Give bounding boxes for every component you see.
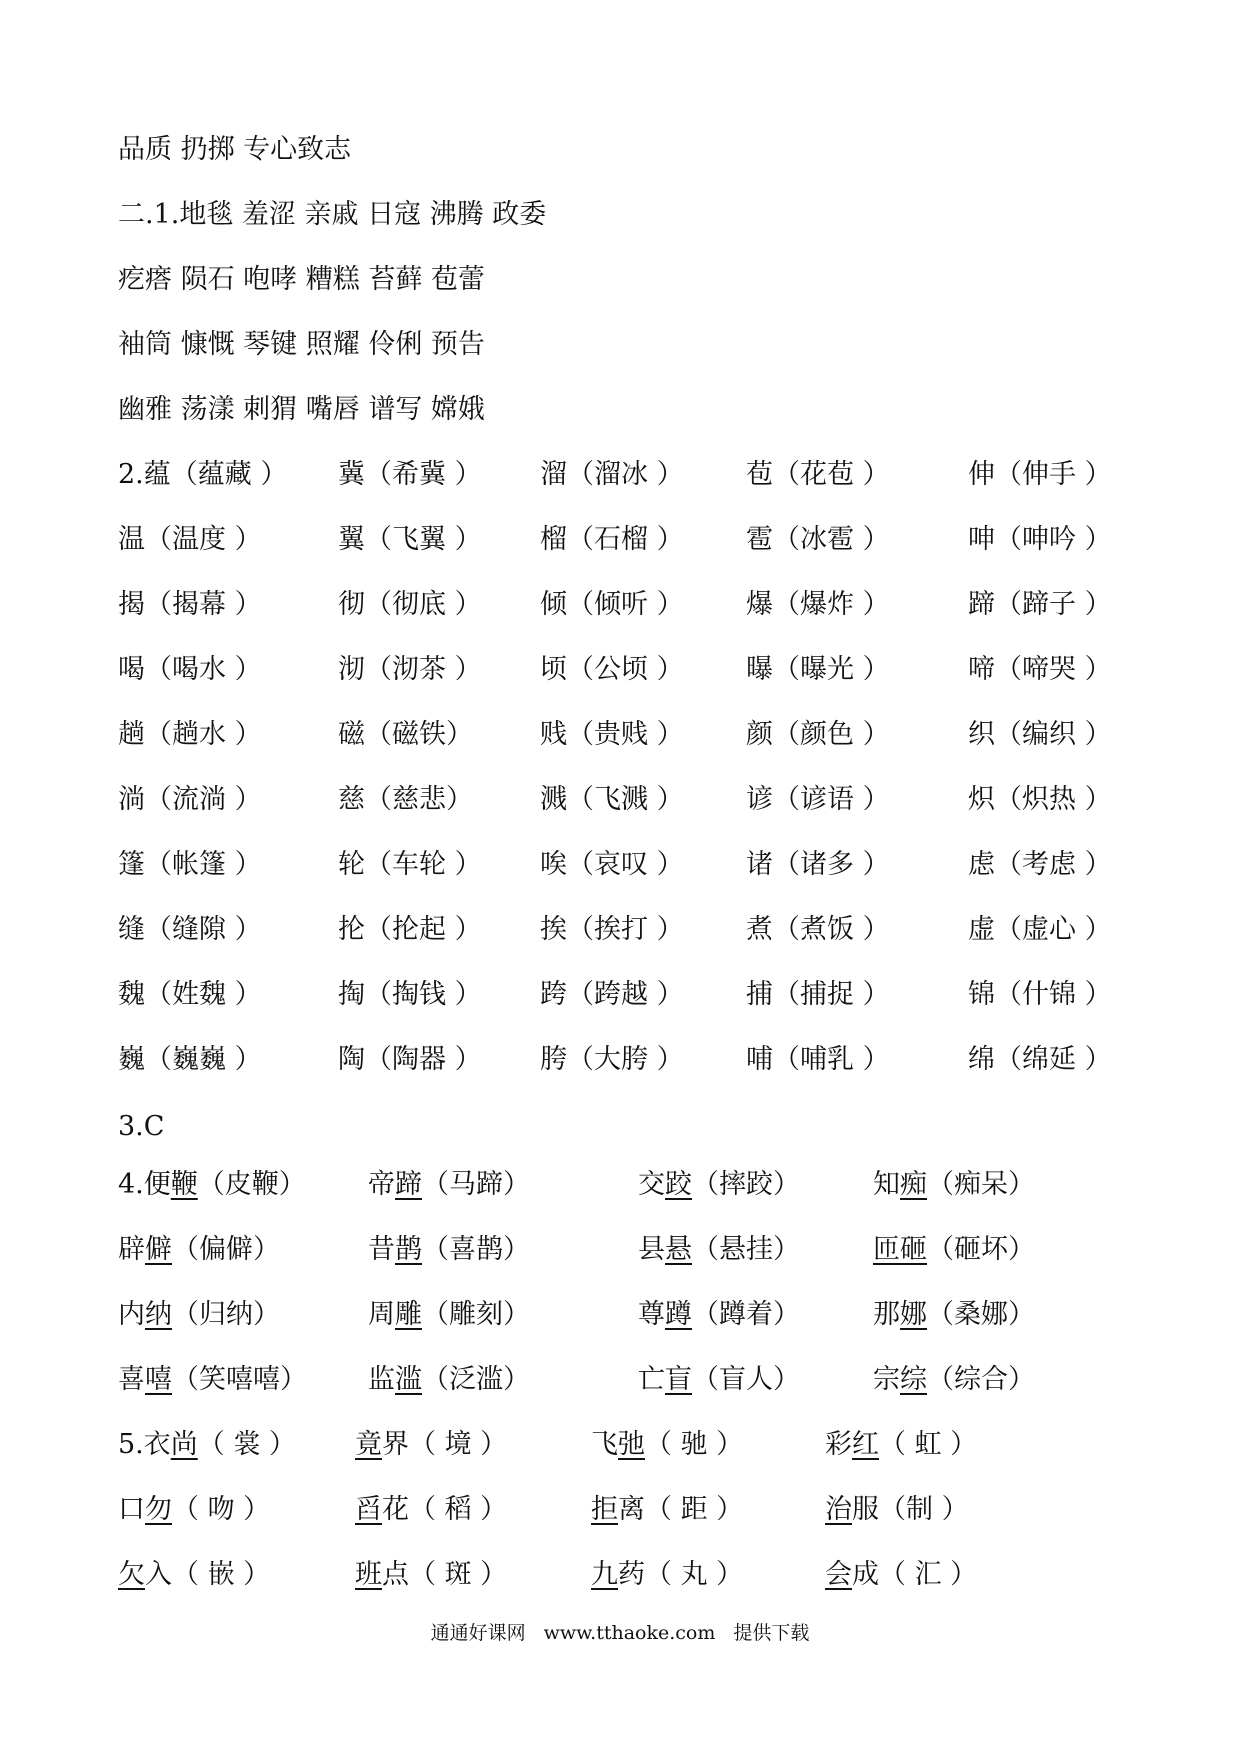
entry-suffix: （ 裳 ）: [197, 1429, 296, 1460]
underlined-character: 跤: [665, 1169, 692, 1200]
correction-entry: [118, 1355, 307, 1405]
correction-entry: [118, 1225, 280, 1275]
entry-suffix: 离（ 距 ）: [618, 1494, 744, 1525]
underlined-character: 僻: [145, 1234, 172, 1265]
correction-entry: [873, 1290, 1035, 1340]
word-group-entry: 虚（虚心 ）: [968, 914, 1112, 945]
underlined-character: 班: [355, 1559, 382, 1590]
intro-line: 疙瘩 陨石 咆哮 糟糕 苔藓 苞蕾: [118, 264, 485, 295]
correction-entry: [638, 1290, 800, 1340]
word-group-entry: 锦（什锦 ）: [968, 979, 1112, 1010]
entry-suffix: 点（ 斑 ）: [382, 1559, 508, 1590]
underlined-character: 弛: [618, 1429, 645, 1460]
word-group-entry: 煮（煮饭 ）: [746, 914, 890, 945]
underlined-character: 会: [825, 1559, 852, 1590]
underlined-character: 蹄: [395, 1169, 422, 1200]
word-group-entry: 谚（谚语 ）: [746, 784, 890, 815]
underlined-character: 竟: [355, 1429, 382, 1460]
correction-entry: [638, 1355, 800, 1405]
entry-prefix: 彩: [825, 1429, 852, 1460]
underlined-character: 红: [852, 1429, 879, 1460]
entry-suffix: （悬挂）: [692, 1234, 800, 1265]
word-group-entry: 炽（炽热 ）: [968, 784, 1112, 815]
correction-entry: [355, 1550, 507, 1600]
intro-line: 幽雅 荡漾 刺猬 嘴唇 谱写 嫦娥: [118, 394, 485, 425]
entry-prefix: 5.衣: [118, 1429, 171, 1460]
correction-entry: [825, 1485, 969, 1535]
underlined-character: 滥: [395, 1364, 422, 1395]
entry-suffix: （泛滥）: [422, 1364, 530, 1395]
word-group-entry: 倾（倾听 ）: [540, 589, 684, 620]
word-group-entry: 揭（揭幕 ）: [118, 589, 262, 620]
entry-prefix: 4.便: [118, 1169, 171, 1200]
underlined-character: 舀: [355, 1494, 382, 1525]
correction-entry: [591, 1485, 743, 1535]
word-group-entry: 溜（溜冰 ）: [540, 459, 684, 490]
underlined-character: 勿: [145, 1494, 172, 1525]
word-group-entry: 陶（陶器 ）: [338, 1044, 482, 1075]
underlined-character: 综: [900, 1364, 927, 1395]
correction-entry: [638, 1160, 800, 1210]
entry-prefix: 尊: [638, 1299, 665, 1330]
word-group-entry: 伸（伸手 ）: [968, 459, 1112, 490]
entry-prefix: 辟: [118, 1234, 145, 1265]
entry-suffix: 服（制 ）: [852, 1494, 969, 1525]
underlined-character: 鹊: [395, 1234, 422, 1265]
word-group-entry: 翼（飞翼 ）: [338, 524, 482, 555]
word-group-entry: 绵（绵延 ）: [968, 1044, 1112, 1075]
entry-suffix: （摔跤）: [692, 1169, 800, 1200]
underlined-character: 痴: [900, 1169, 927, 1200]
underlined-character: 尚: [170, 1429, 198, 1460]
correction-entry: [355, 1485, 507, 1535]
entry-suffix: （偏僻）: [172, 1234, 280, 1265]
word-group-entry: 诸（诸多 ）: [746, 849, 890, 880]
word-group-entry: 曝（曝光 ）: [746, 654, 890, 685]
word-group-entry: 冀（希冀 ）: [338, 459, 482, 490]
entry-prefix: 知: [873, 1169, 900, 1200]
word-group-entry: 雹（冰雹 ）: [746, 524, 890, 555]
entry-prefix: 口: [118, 1494, 145, 1525]
underlined-character: 悬: [665, 1234, 692, 1265]
entry-prefix: 监: [368, 1364, 395, 1395]
word-group-entry: 挨（挨打 ）: [540, 914, 684, 945]
entry-prefix: 帝: [368, 1169, 395, 1200]
word-group-entry: 虑（考虑 ）: [968, 849, 1112, 880]
word-group-entry: 溅（飞溅 ）: [540, 784, 684, 815]
underlined-character: 纳: [145, 1299, 172, 1330]
entry-suffix: 花（ 稻 ）: [382, 1494, 508, 1525]
underlined-character: 嘻: [145, 1364, 172, 1395]
word-group-entry: 缝（缝隙 ）: [118, 914, 262, 945]
word-group-entry: 2.蕴（蕴藏 ）: [118, 459, 288, 490]
entry-prefix: 昔: [368, 1234, 395, 1265]
page-footer: [0, 1618, 1240, 1648]
correction-entry: [825, 1550, 977, 1600]
underlined-character: 匝: [873, 1234, 900, 1265]
entry-suffix: 界（ 境 ）: [382, 1429, 508, 1460]
entry-suffix: （盲人）: [692, 1364, 800, 1395]
underlined-character: 蹲: [665, 1299, 692, 1330]
intro-line: 品质 扔掷 专心致志: [118, 134, 352, 165]
entry-prefix: 交: [638, 1169, 665, 1200]
word-group-entry: 淌（流淌 ）: [118, 784, 262, 815]
word-group-entry: 魏（姓魏 ）: [118, 979, 262, 1010]
word-group-entry: 颜（颜色 ）: [746, 719, 890, 750]
underlined-character: 治: [825, 1494, 852, 1525]
correction-entry: [355, 1420, 507, 1470]
word-group-entry: 织（编织 ）: [968, 719, 1112, 750]
correction-entry: [873, 1160, 1035, 1210]
correction-entry: [118, 1485, 270, 1535]
entry-suffix: （蹲着）: [692, 1299, 800, 1330]
underlined-character: 拒: [591, 1494, 618, 1525]
word-group-entry: 蹄（蹄子 ）: [968, 589, 1112, 620]
entry-suffix: （桑娜）: [927, 1299, 1035, 1330]
word-group-entry: 榴（石榴 ）: [540, 524, 684, 555]
correction-entry: [118, 1550, 270, 1600]
entry-suffix: （ 虹 ）: [879, 1429, 978, 1460]
entry-prefix: 亡: [638, 1364, 665, 1395]
word-group-entry: 爆（爆炸 ）: [746, 589, 890, 620]
correction-entry: [873, 1355, 1035, 1405]
underlined-character: 九: [591, 1559, 618, 1590]
correction-entry: [368, 1225, 530, 1275]
intro-line: 袖筒 慷慨 琴键 照耀 伶俐 预告: [118, 329, 485, 360]
correction-entry: [118, 1290, 280, 1340]
entry-prefix: 县: [638, 1234, 665, 1265]
word-group-entry: 慈（慈悲）: [338, 784, 473, 815]
section-3-answer: 3.C: [118, 1111, 165, 1142]
entry-suffix: （喜鹊）: [422, 1234, 530, 1265]
word-group-entry: 趟（趟水 ）: [118, 719, 262, 750]
entry-suffix: （砸坏）: [927, 1234, 1035, 1265]
correction-entry: [368, 1160, 530, 1210]
entry-prefix: 周: [368, 1299, 395, 1330]
entry-prefix: 喜: [118, 1364, 145, 1395]
intro-line: 二.1.地毯 羞涩 亲戚 日寇 沸腾 政委: [118, 199, 547, 230]
entry-suffix: 药（ 丸 ）: [618, 1559, 744, 1590]
word-group-entry: 哺（哺乳 ）: [746, 1044, 890, 1075]
correction-entry: [591, 1550, 743, 1600]
word-group-entry: 捕（捕捉 ）: [746, 979, 890, 1010]
correction-entry: [873, 1225, 1035, 1275]
word-group-entry: 贱（贵贱 ）: [540, 719, 684, 750]
entry-suffix: 成（ 汇 ）: [852, 1559, 978, 1590]
entry-prefix: 宗: [873, 1364, 900, 1395]
entry-suffix: （ 吻 ）: [172, 1494, 271, 1525]
word-group-entry: 苞（花苞 ）: [746, 459, 890, 490]
entry-prefix: 那: [873, 1299, 900, 1330]
underlined-character: 娜: [900, 1299, 927, 1330]
word-group-entry: 沏（沏茶 ）: [338, 654, 482, 685]
word-group-entry: 温（温度 ）: [118, 524, 262, 555]
word-group-entry: 掏（掏钱 ）: [338, 979, 482, 1010]
underlined-character: 鞭: [170, 1169, 198, 1200]
word-group-entry: 篷（帐篷 ）: [118, 849, 262, 880]
word-group-entry: 胯（大胯 ）: [540, 1044, 684, 1075]
entry-prefix: 内: [118, 1299, 145, 1330]
word-group-entry: 抡（抡起 ）: [338, 914, 482, 945]
underlined-character: 欠: [118, 1559, 145, 1590]
word-group-entry: 唉（哀叹 ）: [540, 849, 684, 880]
entry-suffix: （马蹄）: [422, 1169, 530, 1200]
word-group-entry: 顷（公顷 ）: [540, 654, 684, 685]
entry-suffix: （综合）: [927, 1364, 1035, 1395]
footer-site-name: 通通好课网: [430, 1622, 526, 1644]
word-group-entry: 跨（跨越 ）: [540, 979, 684, 1010]
word-group-entry: 彻（彻底 ）: [338, 589, 482, 620]
footer-suffix: 提供下载: [733, 1622, 810, 1644]
correction-entry: [118, 1160, 306, 1210]
word-group-entry: 呻（呻吟 ）: [968, 524, 1112, 555]
footer-url: www.tthaoke.com: [543, 1622, 716, 1644]
word-group-entry: 巍（巍巍 ）: [118, 1044, 262, 1075]
word-group-entry: 啼（啼哭 ）: [968, 654, 1112, 685]
correction-entry: [118, 1420, 296, 1470]
correction-entry: [591, 1420, 743, 1470]
entry-suffix: （皮鞭）: [197, 1169, 306, 1200]
underlined-character: 盲: [665, 1364, 692, 1395]
entry-suffix: 入（ 嵌 ）: [145, 1559, 271, 1590]
correction-entry: [638, 1225, 800, 1275]
entry-suffix: （笑嘻嘻）: [172, 1364, 307, 1395]
correction-entry: [825, 1420, 977, 1470]
underlined-character: 雕: [395, 1299, 422, 1330]
entry-suffix: （ 驰 ）: [645, 1429, 744, 1460]
entry-suffix: （痴呆）: [927, 1169, 1035, 1200]
correction-entry: [368, 1290, 530, 1340]
entry-suffix: （雕刻）: [422, 1299, 530, 1330]
entry-prefix: 飞: [591, 1429, 618, 1460]
word-group-entry: 轮（车轮 ）: [338, 849, 482, 880]
underlined-character: 砸: [900, 1234, 927, 1265]
word-group-entry: 磁（磁铁）: [338, 719, 473, 750]
correction-entry: [368, 1355, 530, 1405]
word-group-entry: 喝（喝水 ）: [118, 654, 262, 685]
entry-suffix: （归纳）: [172, 1299, 280, 1330]
